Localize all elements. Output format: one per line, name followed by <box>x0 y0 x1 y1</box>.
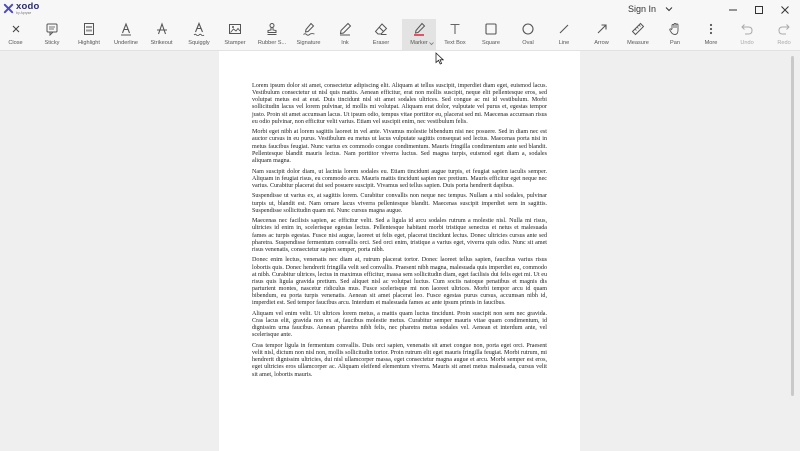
square-tool-button[interactable] <box>477 19 505 50</box>
arrow-tool-button[interactable] <box>588 19 615 50</box>
close-label: Close <box>8 40 23 46</box>
sign-in-button[interactable] <box>628 4 673 14</box>
undo-button[interactable] <box>736 19 758 50</box>
text-box-tool-button[interactable] <box>440 19 470 50</box>
more-label: More <box>704 40 718 46</box>
hand-icon <box>668 22 682 36</box>
chevron-down-icon <box>429 41 434 46</box>
marker-tool-button[interactable] <box>402 19 436 50</box>
more-tools-button[interactable] <box>699 19 723 50</box>
minimize-icon <box>728 5 738 15</box>
squiggly-icon <box>192 22 206 36</box>
paragraph: Maecenas nec facilisis sapien, ac efficitur velit. Sed a ligula id arcu sodales rutrum a molestie nisl. Nulla mi risus, ultricies id enim in, scelerisque egestas lectus. Pellentesque habitant morbi tristique senectus et netus et malesuada fames ac turpis egestas. Fusce nisi augue, laoreet ut felis eget, placerat tincidunt lectus. Donec ultricies cursus ante sed pharetra. Suspendisse fermentum convallis orci. Sed orci enim, tristique a varius eget, viverra quis odio. Nunc sit amet risus venenatis, consectetur sapien semper, porta nibh. <box>252 218 547 253</box>
oval-label: Oval <box>522 40 534 46</box>
redo-icon <box>777 22 791 36</box>
rubber-stamp-tool-button[interactable] <box>254 19 290 50</box>
highlight-label: Highlight <box>78 40 100 46</box>
strikeout-tool-button[interactable] <box>144 19 179 50</box>
redo-button[interactable] <box>773 19 795 50</box>
pen-icon <box>338 22 352 36</box>
arrow-icon <box>595 22 609 36</box>
ink-label: Ink <box>341 40 349 46</box>
stamper-label: Stamper <box>224 40 246 46</box>
paragraph: Donec enim lectus, venenatis nec diam at, rutrum placerat tortor. Donec laoreet tellus sapien, faucibus varius risus lobortis quis. Donec hendrerit fringilla velit sed convallis. Praesent nibh magna, malesuada quis imperdiet eu, commodo at nibh. Curabitur ultrices, lectus in maximus efficitur, massa sem sollicitudin diam, eget facilisis dui felis eget mi. Ut eu risus quis ligula gravida pretium. Sed aliquet nisl ac volutpat luctus. Cum sociis natoque penatibus et magnis dis parturient montes, nascetur ridiculus mus. Fusce scelerisque mi non laoreet ultrices. Morbi tempor arcu id quam bibendum, eu porta turpis venenatis. Aenean sit amet placerat leo. Fusce egestas purus cursus, accumsan nibh id, imperdiet est. Sed tempor faucibus arcu. Interdum et malesuada fames ac ante ipsum primis in faucibus. <box>252 257 547 307</box>
highlight-icon <box>82 22 96 36</box>
vertical-scrollbar[interactable] <box>791 56 794 396</box>
marker-icon <box>412 22 426 36</box>
sign-in-label: Sign In <box>628 4 657 14</box>
rubber-stamp-icon <box>265 22 279 36</box>
signature-tool-button[interactable] <box>291 19 326 50</box>
undo-icon <box>740 22 754 36</box>
window-close-button[interactable] <box>772 0 798 19</box>
underline-label: Underline <box>114 40 138 46</box>
annotation-toolbar <box>0 19 800 51</box>
pan-tool-button[interactable] <box>664 19 686 50</box>
paragraph: Nam suscipit dolor diam, ut lacinia lorem sodales eu. Etiam tincidunt augue turpis, et feugiat sapien iaculis semper. Aliquam in feugiat risus, eu commodo arcu. Mauris mattis tincidunt sapien nec pretium. Mauris efficitur eget neque nec varius. Curabitur placerat dui sed posuere suscipit. Vivamus sed tellus sapien. Duis porta hendrerit dapibus. <box>252 168 547 189</box>
pdf-page[interactable] <box>219 51 580 451</box>
title-bar <box>0 0 800 19</box>
strikeout-icon <box>155 22 169 36</box>
paragraph: Suspendisse ut varius ex, at sagittis lorem. Curabitur convallis non neque nec tempus. Nullam a nisl sodales, pulvinar turpis ut, blandit est. Nam ornare lacus viverra pellentesque blandit. Maecenas suscipit imperdiet sem in sagittis. Suspendisse sollicitudin quam mi. Nunc cursus magna augue. <box>252 193 547 214</box>
square-label: Square <box>481 40 501 46</box>
squiggly-tool-button[interactable] <box>182 19 216 50</box>
app-tagline: by Apryse <box>16 11 32 15</box>
text-box-icon <box>448 22 462 36</box>
undo-label: Undo <box>740 40 754 46</box>
strikeout-label: Strikeout <box>150 40 173 46</box>
maximize-button[interactable] <box>746 0 772 19</box>
maximize-icon <box>754 5 764 15</box>
line-label: Line <box>558 40 570 46</box>
highlight-tool-button[interactable] <box>72 19 106 50</box>
line-icon <box>557 22 571 36</box>
marker-label: Marker <box>410 40 428 46</box>
close-icon <box>11 24 21 34</box>
sticky-note-icon <box>45 22 59 36</box>
squiggly-label: Squiggly <box>188 40 210 46</box>
square-icon <box>484 22 498 36</box>
app-logo <box>3 1 40 15</box>
minimize-button[interactable] <box>720 0 746 19</box>
more-vertical-icon <box>704 22 718 36</box>
stamper-tool-button[interactable] <box>219 19 251 50</box>
paragraph: Aliquam vel enim velit. Ut ultrices lorem metus, a mattis quam luctus tincidunt. Proin suscipit non sem nec gravida. Cras lacus elit, gravida non ex at, faucibus molestie metus. Curabitur semper mauris vitae quam condimentum, id dignissim urna faucibus. Aenean pharetra nibh felis, nec pharetra metus sodales vel. Aenean et interdum ante, vel scelerisque ante. <box>252 310 547 339</box>
text-box-label: Text Box <box>444 40 466 46</box>
xodo-logo-icon <box>3 3 14 14</box>
sticky-tool-button[interactable] <box>36 19 68 50</box>
ruler-icon <box>631 22 645 36</box>
page-text <box>252 83 547 382</box>
eraser-tool-button[interactable] <box>367 19 395 50</box>
pan-label: Pan <box>670 40 680 46</box>
oval-icon <box>521 22 535 36</box>
image-stamp-icon <box>228 22 242 36</box>
close-tool-button[interactable] <box>0 19 31 50</box>
paragraph: Lorem ipsum dolor sit amet, consectetur adipiscing elit. Aliquam at tellus suscipit, imperdiet diam eget, euismod lacus. Vestibulum consectetur ut nisl quis mattis. Aenean efficitur, erat non mollis suscipit, neque elit pellentesque eros, sed volutpat metus est at erat. Duis tincidunt nisl sit amet sodales ultrices. Sed congue ac mi id vestibulum. Morbi sollicitudin lacus vel lorem pulvinar, id mollis mi volutpat. Aliquam erat dolor, vulputate vel purus et, egestas tempor justo. Proin sit amet accumsan lacus. Ut ipsum odio, tempus vitae porttitor eu, placerat sed mi. Maecenas accumsan risus eu odio pulvinar, non efficitur velit varius. Etiam vel suscipit enim, nec vestibulum felis. <box>252 83 547 125</box>
underline-tool-button[interactable] <box>109 19 143 50</box>
paragraph: Morbi eget nibh at lorem sagittis laoreet in vel ante. Vivamus molestie bibendum nisi nec posuere. Sed in diam nec est auctor cursus in eu purus. Vestibulum eu metus ut lacus vulputate sagittis consequat sed lectus. Maecenas porta nisi in metus faucibus feugiat. Nunc varius ex commodo congue condimentum. Mauris fringilla condimentum ante sed blandit. Pellentesque blandit mauris lectus. Nam porttitor viverra luctus. Sed magna turpis, euismod eget diam a, sodales aliquam magna. <box>252 129 547 164</box>
app-name: xodo <box>16 1 40 12</box>
redo-label: Redo <box>777 40 791 46</box>
document-viewport[interactable] <box>0 51 800 451</box>
ink-tool-button[interactable] <box>333 19 357 50</box>
underline-icon <box>119 22 133 36</box>
chevron-down-icon <box>665 5 673 13</box>
sticky-label: Sticky <box>44 40 60 46</box>
oval-tool-button[interactable] <box>515 19 541 50</box>
line-tool-button[interactable] <box>552 19 576 50</box>
signature-icon <box>302 22 316 36</box>
mouse-cursor-icon <box>435 52 444 65</box>
rubber-stamp-label: Rubber S... <box>257 40 287 46</box>
measure-tool-button[interactable] <box>623 19 653 50</box>
eraser-icon <box>374 22 388 36</box>
measure-label: Measure <box>627 40 649 46</box>
arrow-label: Arrow <box>594 40 609 46</box>
eraser-label: Eraser <box>372 40 390 46</box>
signature-label: Signature <box>296 40 321 46</box>
paragraph: Cras tempor ligula in fermentum convallis. Duis orci sapien, venenatis sit amet congue non, porta eget orci. Praesent velit nisl, dictum non nisl non, mollis sollicitudin tortor. Proin rutrum elit eget mauris fringilla feugiat. Morbi rutrum, mi hendrerit dignissim ultricies, dui nisl ullamcorper massa, eget consectetur magna augue et arcu. Morbi semper est eros, eget ultricies eros ullamcorper ac. Aliquam eleifend elementum viverra. Mauris sit amet metus malesuada, cursus velit sit amet, lobortis mauris. <box>252 342 547 378</box>
close-icon <box>780 5 790 15</box>
